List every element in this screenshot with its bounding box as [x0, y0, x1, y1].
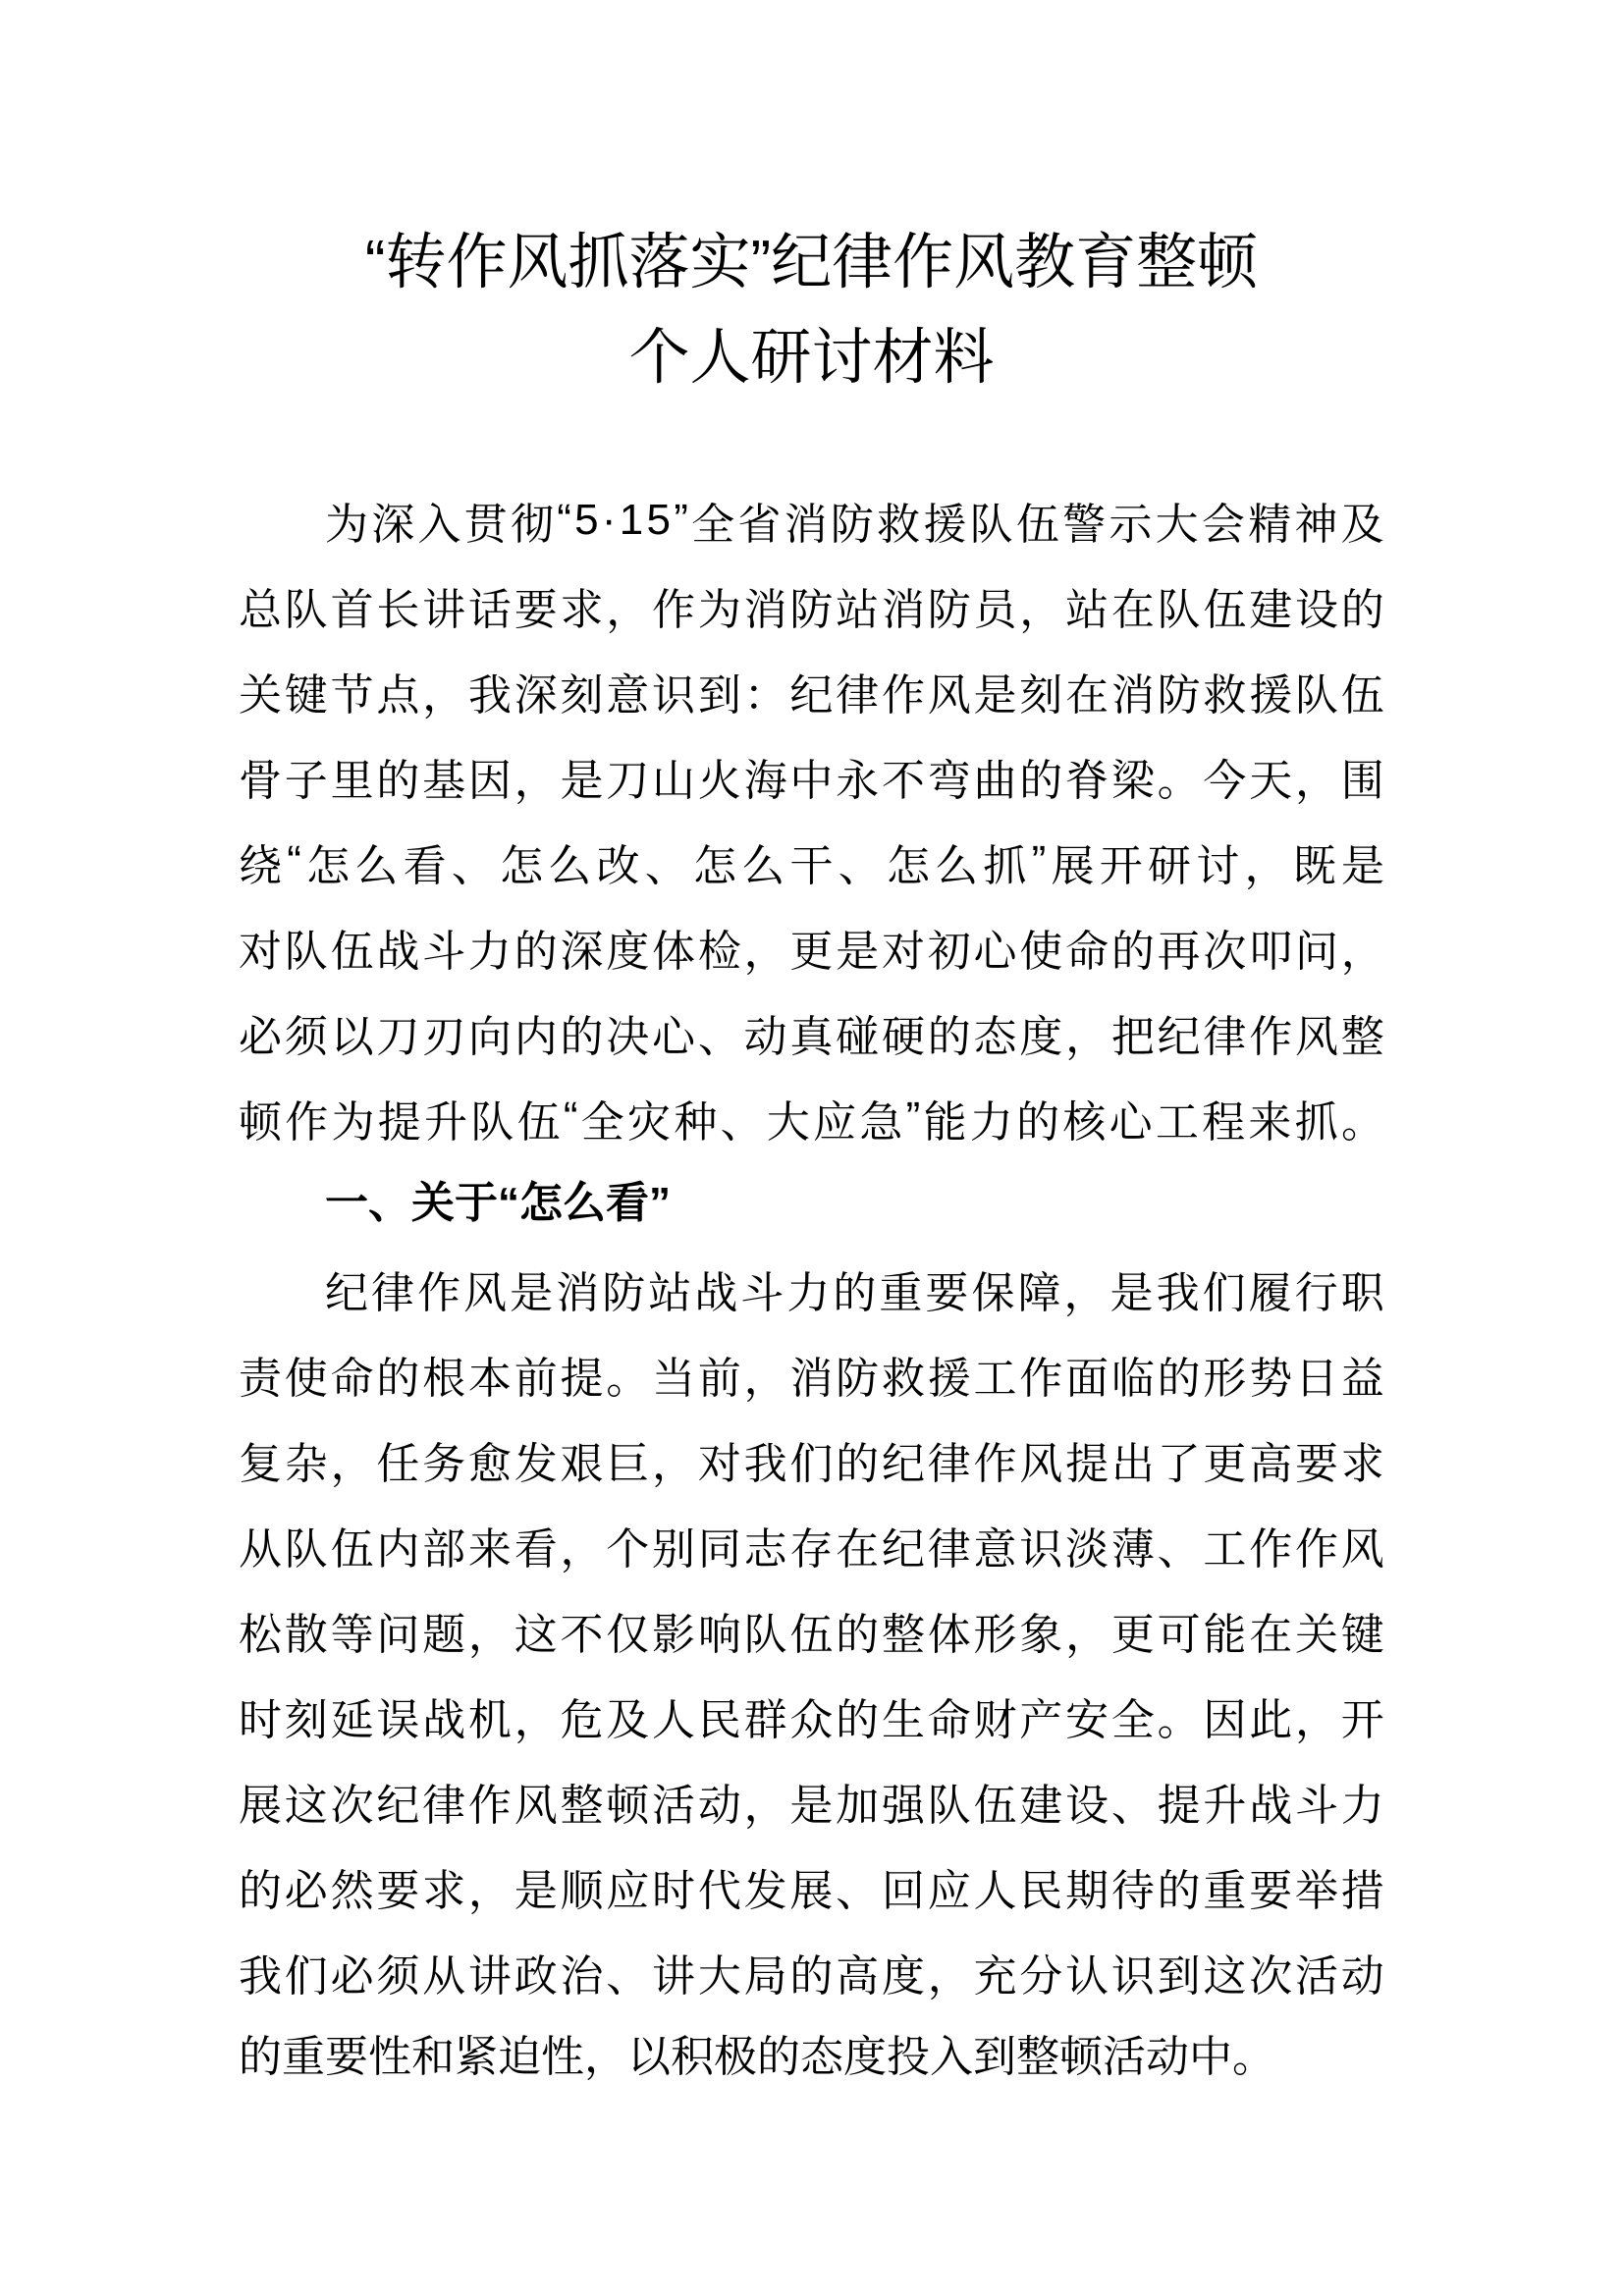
body-line: 责 使 命 的 根 本 前 提 。 当 前 ， 消 防 救 援 工 作 面 临 的 形 势 日 益 [239, 1354, 1384, 1403]
paragraph-intro [239, 477, 1384, 1160]
body-line: 顿 作 为 提 升 队 伍 “ 全 灾 种 、 大 应 急 ” 能 力 的 核 心 工 程 来 抓 。 [239, 1093, 1384, 1147]
body-line: 绕 “ 怎 么 看 、 怎 么 改 、 怎 么 干 、 怎 么 抓 ” 展 开 研 讨 ， 既 是 [239, 836, 1384, 890]
body-line: 我 们 必 须 从 讲 政 治 、 讲 大 局 的 高 度 ， 充 分 认 识 到 这 次 活 动 [239, 1951, 1384, 2001]
document-body [239, 477, 1384, 2100]
body-line: 总 队 首 长 讲 话 要 求 ， 作 为 消 防 站 消 防 员 ， 站 在 队 伍 建 设 的 [239, 585, 1384, 634]
body-line: 松 散 等 问 题 ， 这 不 仅 影 响 队 伍 的 整 体 形 象 ， 更 可 能 在 关 键 [239, 1610, 1384, 1659]
body-line: 展 这 次 纪 律 作 风 整 顿 活 动 ， 是 加 强 队 伍 建 设 、 提 升 战 斗 力 [239, 1781, 1384, 1830]
body-line: 为 深 入 贯 彻 “ 5 · 1 5 ” 全 省 消 防 救 援 队 伍 警 示 大 会 精 神 及 [325, 495, 1384, 549]
paragraph-section-1 [239, 1246, 1384, 2100]
body-line: 关 键 节 点 ， 我 深 刻 意 识 到 ： 纪 律 作 风 是 刻 在 消 防 救 援 队 伍 [239, 670, 1384, 720]
document-title-line-2: 个人研讨材料 [628, 324, 995, 392]
body-line: 的重要性和紧迫性，以积极的态度投入到整顿活动中。 [239, 2033, 1275, 2081]
body-line: 对 队 伍 战 斗 力 的 深 度 体 检 ， 更 是 对 初 心 使 命 的 再 次 叩 问 ， [239, 927, 1384, 976]
document-title-line-1: “转作风抓落实”纪律作风教育整顿 [364, 229, 1259, 296]
body-line: 时 刻 延 误 战 机 ， 危 及 人 民 群 众 的 生 命 财 产 安 全 。 因 此 ， 开 [239, 1695, 1384, 1744]
body-line: 复 杂 ， 任 务 愈 发 艰 巨 ， 对 我 们 的 纪 律 作 风 提 出 了 更 高 要 求 [239, 1439, 1384, 1488]
body-line: 必 须 以 刀 刃 向 内 的 决 心 、 动 真 碰 硬 的 态 度 ， 把 纪 律 作 风 整 [239, 1012, 1384, 1061]
body-line: 骨 子 里 的 基 因 ， 是 刀 山 火 海 中 永 不 弯 曲 的 脊 梁 。 今 天 ， 围 [239, 756, 1384, 805]
body-line: 从 队 伍 内 部 来 看 ， 个 别 同 志 存 在 纪 律 意 识 淡 薄 、 工 作 作 风 [239, 1524, 1384, 1574]
body-line: 的 必 然 要 求 ， 是 顺 应 时 代 发 展 、 回 应 人 民 期 待 的 重 要 举 措 [239, 1866, 1384, 1915]
section-heading-1: 一、关于“怎么看” [325, 1179, 671, 1227]
body-line: 纪 律 作 风 是 消 防 站 战 斗 力 的 重 要 保 障 ， 是 我 们 履 行 职 [325, 1268, 1384, 1317]
document-title [239, 215, 1384, 405]
